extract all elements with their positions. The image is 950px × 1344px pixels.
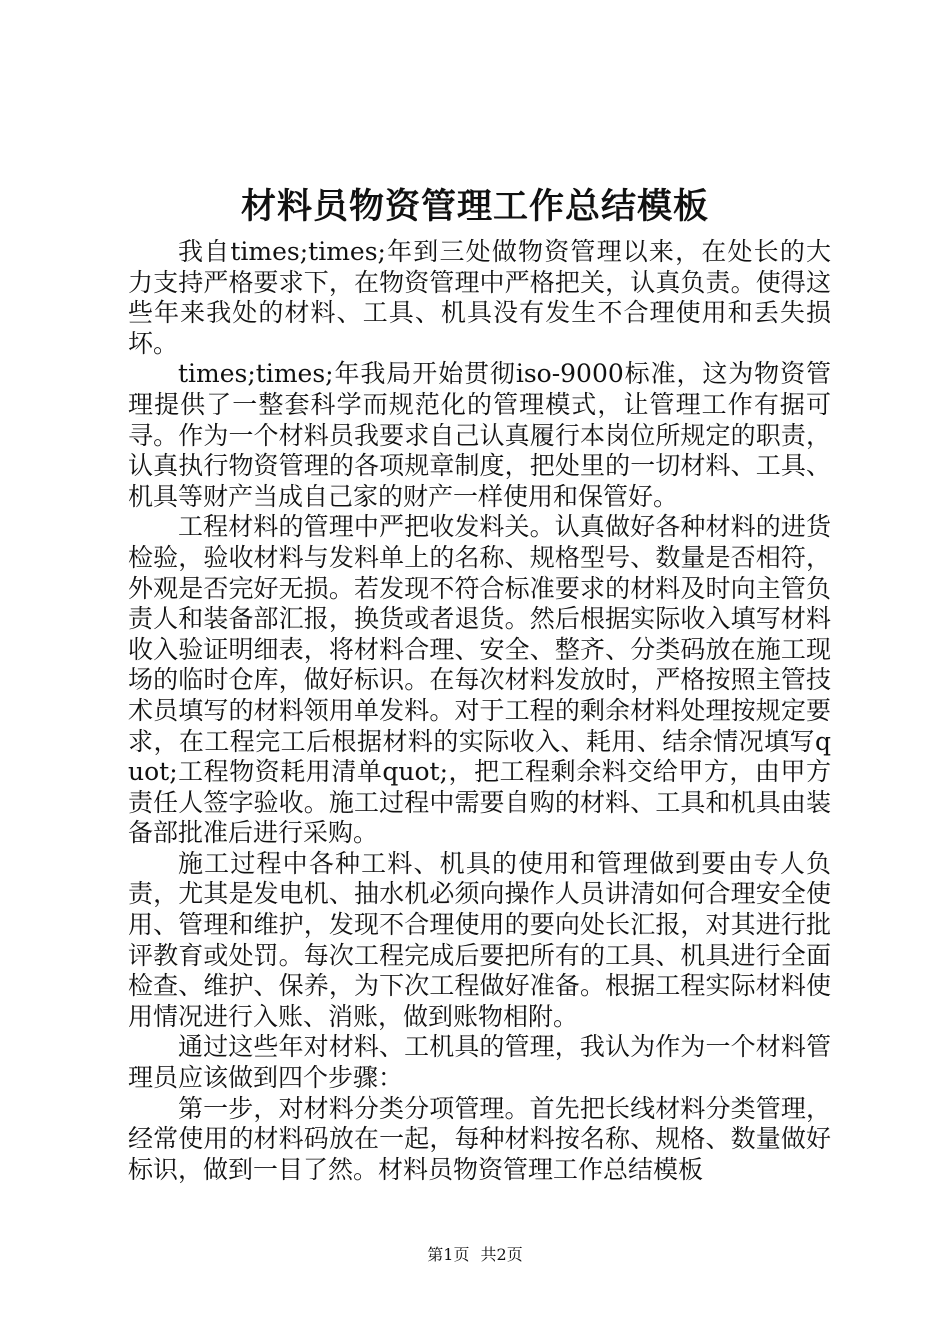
paragraph-3: 工程材料的管理中严把收发料关。认真做好各种材料的进货检验，验收材料与发料单上的名称、规格型号、数量是否相符，外观是否完好无损。若发现不符合标准要求的材料及时向主管负责人和装备部汇报，换货或者退货。然后根据实际收入填写材料收入验证明细表，将材料合理、安全、整齐、分类码放在施工现场的临时仓库，做好标识。在每次材料发放时，严格按照主管技术员填写的材料领用单发料。对于工程的剩余材料处理按规定要求，在工程完工后根据材料的实际收入、耗用、结余情况填写quot;工程物资耗用清单quot;，把工程剩余料交给甲方，由甲方责任人签字验收。施工过程中需要自购的材料、工具和机具由装备部批准后进行采购。 — [128, 512, 831, 848]
document-body — [128, 237, 831, 1185]
paragraph-6: 第一步，对材料分类分项管理。首先把长线材料分类管理，经常使用的材料码放在一起，每种材料按名称、规格、数量做好标识，做到一目了然。材料员物资管理工作总结模板 — [128, 1093, 831, 1184]
paragraph-5: 通过这些年对材料、工机具的管理，我认为作为一个材料管理员应该做到四个步骤： — [128, 1032, 831, 1093]
paragraph-4: 施工过程中各种工料、机具的使用和管理做到要由专人负责，尤其是发电机、抽水机必须向操作人员讲清如何合理安全使用、管理和维护，发现不合理使用的要向处长汇报，对其进行批评教育或处罚。每次工程完成后要把所有的工具、机具进行全面检查、维护、保养，为下次工程做好准备。根据工程实际材料使用情况进行入账、消账，做到账物相附。 — [128, 848, 831, 1031]
page-footer — [0, 1244, 950, 1266]
document-title: 材料员物资管理工作总结模板 — [240, 187, 709, 227]
paragraph-1: 我自times;times;年到三处做物资管理以来，在处长的大力支持严格要求下，在物资管理中严格把关，认真负责。使得这些年来我处的材料、工具、机具没有发生不合理使用和丢失损坏。 — [128, 237, 831, 358]
paragraph-2: times;times;年我局开始贯彻iso-9000标准，这为物资管理提供了一整套科学而规范化的管理模式，让管理工作有据可寻。作为一个材料员我要求自己认真履行本岗位所规定的职责，认真执行物资管理的各项规章制度，把处里的一切材料、工具、机具等财产当成自己家的财产一样使用和保管好。 — [128, 359, 831, 511]
page-number: 第1页 — [427, 1245, 470, 1264]
page-total: 共2页 — [480, 1245, 523, 1264]
